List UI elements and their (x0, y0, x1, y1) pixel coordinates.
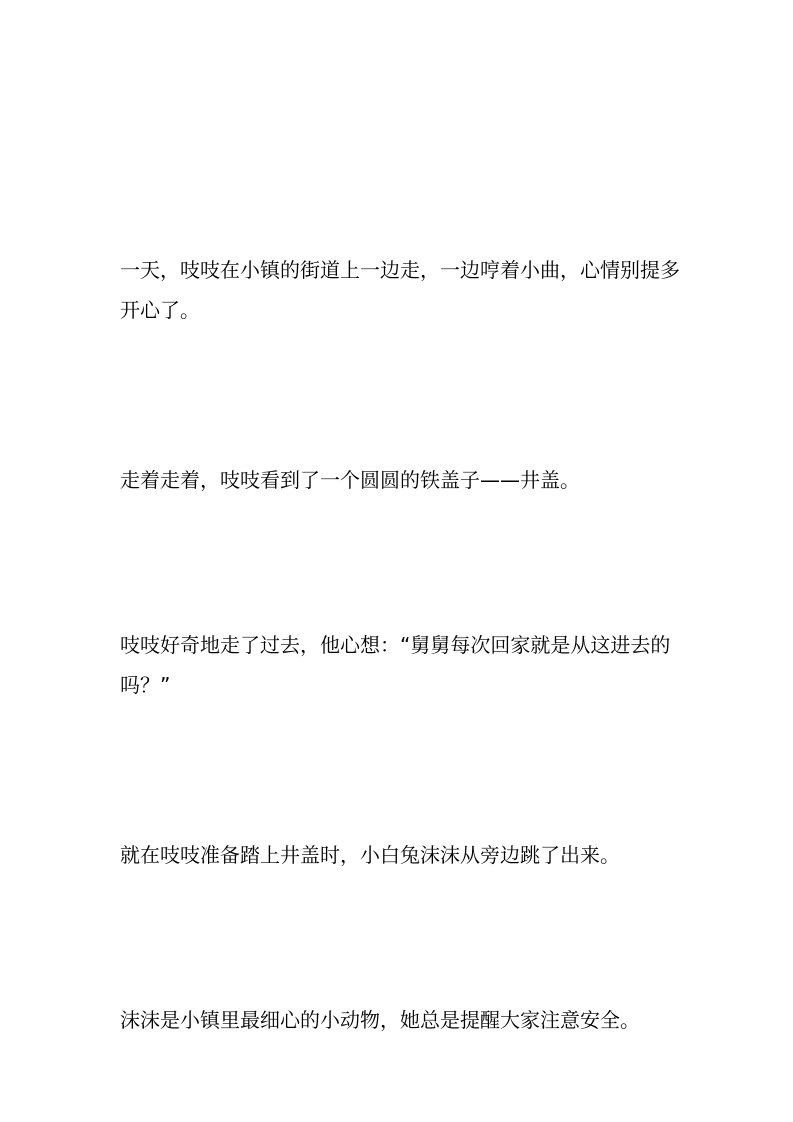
story-paragraph-2: 走着走着，吱吱看到了一个圆圆的铁盖子——井盖。 (120, 468, 580, 492)
story-paragraph-3: 吱吱好奇地走了过去，他心想：“舅舅每次回家就是从这进去的吗？” (120, 633, 671, 697)
story-paragraph-5: 沫沫是小镇里最细心的小动物，她总是提醒大家注意安全。 (120, 1008, 640, 1032)
story-paragraph-1: 一天，吱吱在小镇的街道上一边走，一边哼着小曲，心情别提多开心了。 (120, 258, 680, 322)
story-paragraph-4: 就在吱吱准备踏上井盖时，小白兔沫沫从旁边跳了出来。 (120, 843, 620, 867)
